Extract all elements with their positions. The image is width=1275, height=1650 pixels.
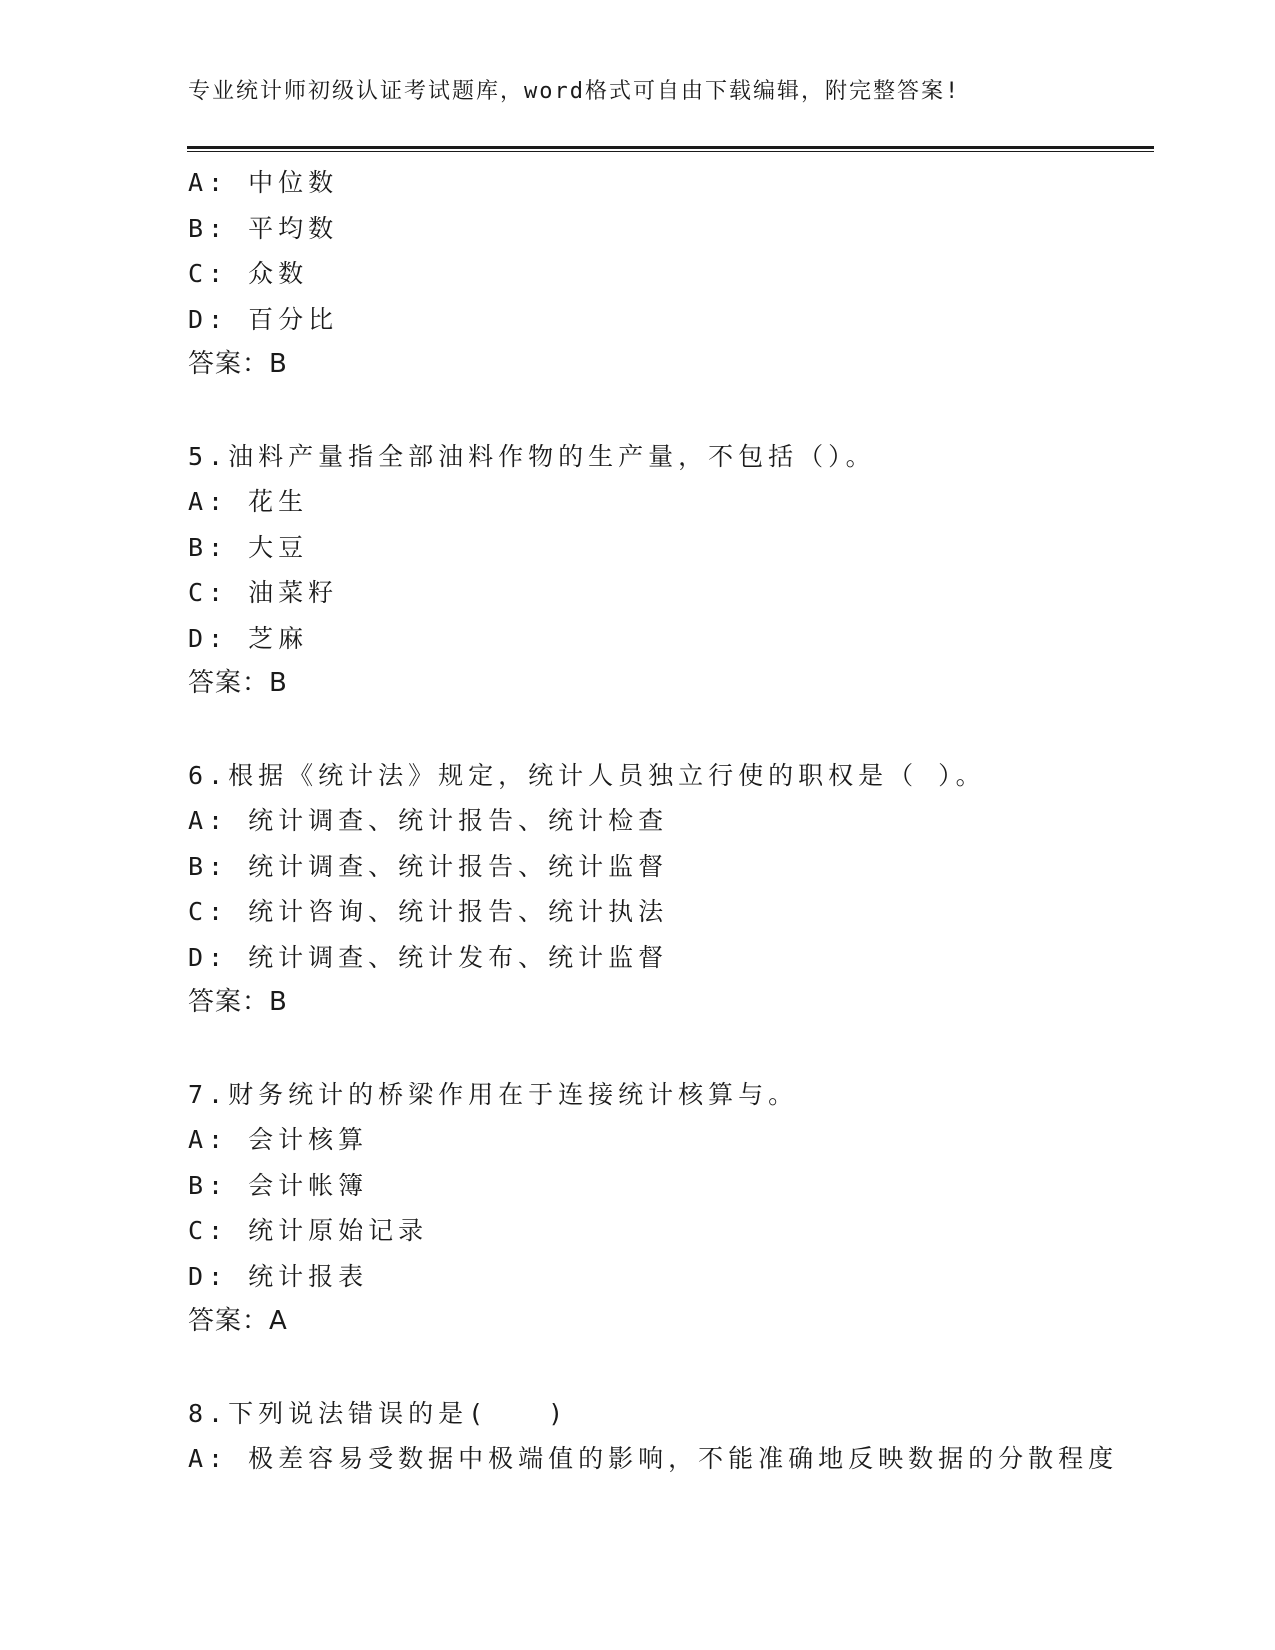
header-rule-thick xyxy=(187,146,1154,149)
answer-line: 答案：B xyxy=(188,987,288,1017)
option-b: B: 统计调查、统计报告、统计监督 xyxy=(188,851,669,881)
document-header: 专业统计师初级认证考试题库，word格式可自由下载编辑，附完整答案! xyxy=(188,79,961,104)
option-d: D: 统计调查、统计发布、统计监督 xyxy=(188,942,669,972)
option-a: A: 极差容易受数据中极端值的影响，不能准确地反映数据的分散程度 xyxy=(188,1444,1119,1473)
question-stem: 5.油料产量指全部油料作物的生产量，不包括（）。 xyxy=(188,441,876,471)
option-a: A: 中位数 xyxy=(188,168,339,197)
question-stem: 8.下列说法错误的是( ) xyxy=(188,1398,569,1428)
question-stem: 6.根据《统计法》规定，统计人员独立行使的职权是（ ）。 xyxy=(188,760,986,790)
question-6 xyxy=(188,753,1148,1026)
option-d: D: 芝麻 xyxy=(188,623,309,653)
question-7 xyxy=(188,1072,1148,1345)
option-c: C: 众数 xyxy=(188,259,309,288)
option-d: D: 百分比 xyxy=(188,304,339,334)
answer-line: 答案：A xyxy=(188,1306,288,1336)
question-4-continued xyxy=(188,160,1148,388)
header-rule-thin xyxy=(187,151,1154,152)
question-stem: 7.财务统计的桥梁作用在于连接统计核算与。 xyxy=(188,1079,799,1109)
option-a: A: 统计调查、统计报告、统计检查 xyxy=(188,806,669,835)
question-5 xyxy=(188,434,1148,707)
option-b: B: 会计帐簿 xyxy=(188,1170,369,1200)
option-a: A: 会计核算 xyxy=(188,1125,369,1154)
option-b: B: 大豆 xyxy=(188,532,309,562)
answer-line: 答案：B xyxy=(188,668,288,698)
option-a: A: 花生 xyxy=(188,487,309,516)
option-c: C: 油菜籽 xyxy=(188,578,339,607)
option-c: C: 统计咨询、统计报告、统计执法 xyxy=(188,897,669,926)
option-d: D: 统计报表 xyxy=(188,1261,369,1291)
option-c: C: 统计原始记录 xyxy=(188,1216,429,1245)
option-b: B: 平均数 xyxy=(188,213,339,243)
question-8 xyxy=(188,1391,1148,1482)
question-list xyxy=(188,160,1148,1482)
answer-line: 答案：B xyxy=(188,349,288,379)
